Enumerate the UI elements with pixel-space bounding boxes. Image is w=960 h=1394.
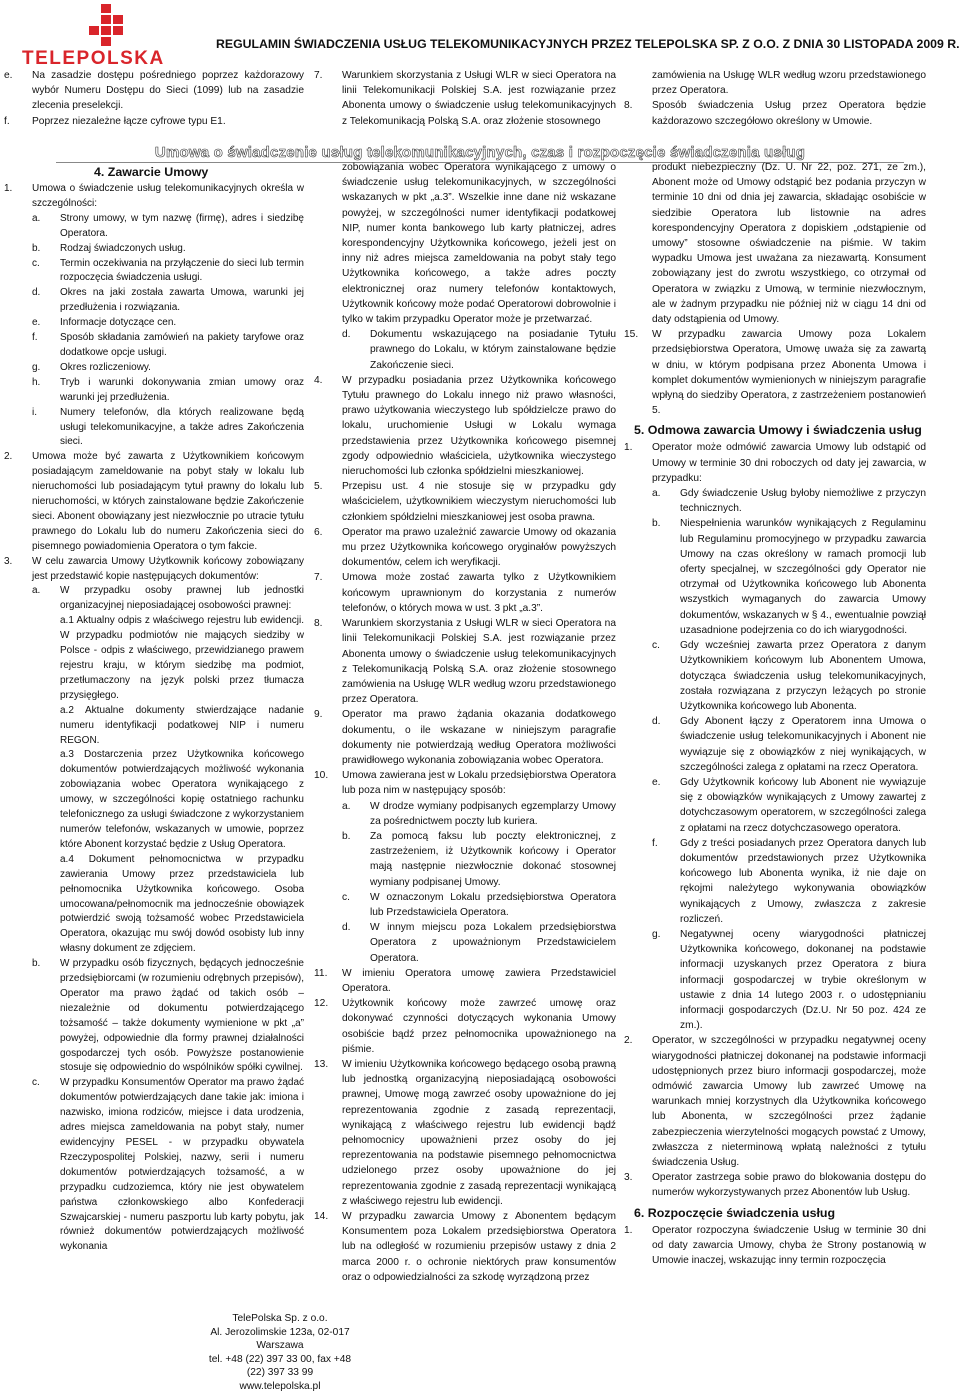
- item-text: Gdy z treści posiadanych przez Operatora danych lub dokumentów przedstawionych przez Użytkownika końcowego lub Abonenta wynika, iż nie daje on rękojmi należytego wykonywania obowiązków wynikających z Umowy, zwłaszcza z zakresie rozliczeń.: [680, 837, 926, 925]
- list-item: [314, 479, 616, 525]
- item-number: 14.: [314, 1211, 329, 1223]
- list-item: [4, 68, 304, 114]
- item-text: W przypadku zawarcia Umowy poza Lokalem przedsiębiorstwa Operatora, Umowę uważa się za zawartą w dniu, w którym podpisana przez Abonenta Umowa i komplet dokumentów wymienionych w niniejszym paragrafie wpłyną do siedziby Operatora, z zastrzeżeniem postanowień 5.: [652, 329, 926, 417]
- item-number: 7.: [314, 572, 323, 584]
- paragraph: zobowiązania wobec Operatora wynikającego z umowy o świadczenie usług telekomunikacyjnych, w szczególności wskazanych w pkt „a.3”. Wszelkie inne dane niż wskazane powyżej, w szczególności numer identyfikacji podatkowej NIP, numer konta bankowego lub karty płatniczej, adres korespondencyjny Użytkownika końcowego, jeżeli jest on inny niż adres miejsca zameldowania na pobyt stały tego Użytkownika końcowego, a także adres poczty elektronicznej oraz numery telefonów kontaktowych, Użytkownik końcowy może podać Operatorowi dobrowolnie i tylko w takim przypadku Operator może je przetwarzać.: [342, 162, 616, 326]
- item-text: Na zasadzie dostępu pośredniego poprzez każdorazowy wybór Numeru Dostępu do Sieci (1099) lub na zasadzie zlecenia preselekcji.: [32, 70, 304, 112]
- item-number: 13.: [314, 1058, 329, 1070]
- item-text: W drodze wymiany podpisanych egzemplarzy Umowy za pośrednictwem poczty lub kuriera.: [370, 800, 616, 827]
- item-number: 10.: [314, 770, 329, 782]
- footer-phones: tel. +48 (22) 397 33 00, fax +48 (22) 397 33 99: [208, 1353, 352, 1379]
- paragraph: produkt niebezpieczny (Dz. U. Nr 22, poz. 271, ze zm.), Abonent może od Umowy odstąpić bez podania przyczyn w terminie 10 dni od dnia jej zawarcia, składając osobiście w siedzibie Operatora lub listownie na adres korespondencyjny Operatora z dopiskiem „odstąpienie od umowy” stosowne oświadczenie na piśmie. W takim wypadku Umowa jest uważana za niezawartą. Konsument zobowiązany jest do zwrotu wszystkiego, co otrzymał od Operatora w związku z Umową, w terminie niezwłocznym, ale w żadnym przypadku nie później niż w ciągu 14 dni od daty odstąpienia od Umowy.: [652, 162, 926, 326]
- list-item: [4, 555, 304, 585]
- item-number: a.: [652, 488, 661, 500]
- item-text: Numery telefonów, dla których realizowane będą usługi telekomunikacyjne, a także adres Zakończenia sieci.: [60, 406, 304, 448]
- list-item: [4, 286, 304, 316]
- list-item: [314, 570, 616, 616]
- item-number: 1.: [624, 442, 633, 454]
- list-item: [314, 1057, 616, 1209]
- main-column-2: [314, 160, 616, 1285]
- item-text: W oznaczonym Lokalu przedsiębiorstwa Operatora lub Przedstawiciela Operatora.: [370, 891, 616, 918]
- top-column-1: [4, 68, 304, 129]
- item-text: W celu zawarcia Umowy Użytkownik końcowy zobowiązany jest przedstawić kopie następujących dokumentów:: [32, 555, 304, 582]
- item-number: b.: [652, 518, 661, 530]
- list-item: [4, 450, 304, 554]
- item-text: W przypadku posiadania przez Użytkownika końcowego Tytułu prawnego do Lokalu innego niż prawo własności, prawo użytkowania wieczystego lub spółdzielcze prawo do lokalu, uruchomienie Usługi w Lokalu wymaga przedstawienia przez Użytkownika końcowego pisemnej zgody odpowiednio właściciela, użytkownika wieczystego nieruchomości lub członka spółdzielni mieszkaniowej.: [342, 374, 616, 478]
- item-text: Umowa może zostać zawarta tylko z Użytkownikiem końcowym uprawnionym do korzystania z numerów telefonów, o których mowa w ust. 3 pkt „a.3”.: [342, 572, 616, 614]
- page-header: [0, 0, 960, 70]
- item-number: 15.: [624, 329, 639, 341]
- section-heading: 4. Zawarcie Umowy: [94, 165, 209, 179]
- item-text: Operator ma prawo żądania okazania dodatkowego dokumentu, o ile wskazane w niniejszym paragrafie dokumenty nie potwierdzają według Operatora możliwości prawidłowego wykonania zobowiązania wobec Operatora.: [342, 709, 616, 766]
- list-item: [4, 406, 304, 451]
- item-number: a.: [32, 212, 41, 224]
- item-number: e.: [652, 776, 661, 788]
- item-text: Termin oczekiwania na przyłączenie do sieci lub termin rozpoczęcia świadczenia usługi.: [60, 257, 304, 284]
- item-number: 9.: [314, 709, 323, 721]
- item-text: Operator, w szczególności w przypadku negatywnej oceny wiarygodności płatniczej dokonanej na podstawie informacji udostępnionych przez biuro informacji gospodarczej, może odmówić zawarcia Umowy lub zawrzeć Umowę na warunkach mniej korzystnych dla Użytkownika końcowego lub Abonenta, w szczególności przez żądanie zabezpieczenia wierzytelności mogących powstać z Umowy, zwłaszcza z nieterminową wpłatą należności z tytułu świadczenia Usług.: [652, 1035, 926, 1168]
- item-text: Warunkiem skorzystania z Usługi WLR w sieci Operatora na linii Telekomunikacji Polskiej S.A. jest rozwiązanie przez Abonenta umowy o świadczenie usług telekomunikacyjnych z Telekomunikacją Polską S.A. oraz złożenie stosownego zamówienia na Usługę WLR według wzoru przedstawionego przez Operatora.: [342, 618, 616, 706]
- list-item: [4, 376, 304, 406]
- item-text: Tryb i warunki dokonywania zmian umowy oraz warunki jej przedłużenia.: [60, 376, 304, 403]
- item-text: W imieniu Operatora umowę zawiera Przedstawiciel Operatora.: [342, 967, 616, 994]
- list-item: [314, 890, 616, 920]
- item-number: 6.: [314, 526, 323, 538]
- item-number: f.: [32, 332, 38, 344]
- list-item: [314, 920, 616, 966]
- item-number: i.: [32, 406, 37, 418]
- item-number: c.: [32, 1077, 40, 1089]
- item-number: 3.: [4, 555, 13, 567]
- section-banner: Umowa o świadczenie usług telekomunikacyjnych, czas i rozpoczęcie świadczenia usług: [154, 144, 806, 161]
- item-number: 8.: [624, 100, 633, 112]
- item-text: Okres na jaki została zawarta Umowa, warunki jej przedłużenia i rozwiązania.: [60, 287, 304, 314]
- list-item: [314, 616, 616, 707]
- section-heading: 6. Rozpoczęcie świadczenia usług: [634, 1205, 836, 1220]
- logo-grid-icon: [82, 4, 130, 48]
- item-text: Warunkiem skorzystania z Usługi WLR w sieci Operatora na linii Telekomunikacji Polskiej S.A. jest rozwiązanie przez Abonenta umowy o świadczenie usług telekomunikacyjnych z Telekomunikacją Polską S.A. oraz złożenie stosownego: [342, 70, 616, 127]
- item-text: Umowa może być zawarta z Użytkownikiem końcowym posiadającym zameldowanie na pobyt stały w lokalu lub nieruchomości lub posiadającym tytuł prawny do lokalu lub nieruchomości, w których zainstalowane będzie Zakończenie sieci. Abonent obowiązany jest niezwłocznie po utracie tytułu prawnego do Lokalu lub do numeru Zakończenia sieci do pisemnego powiadomienia Operatora o tym fakcie.: [32, 451, 304, 552]
- top-continued-text: [0, 68, 960, 132]
- item-number: a.: [32, 585, 41, 597]
- item-text: Operator ma prawo uzależnić zawarcie Umowy od okazania mu przez Użytkownika końcowego oryginałów powyższych dokumentów, celem ich weryfikacji.: [342, 526, 616, 569]
- item-text: Sposób świadczenia Usług przez Operatora będzie każdorazowo szczegółowo określony w Umowie.: [652, 100, 926, 127]
- paragraph: a.4 Dokument pełnomocnictwa w przypadku zawierania Umowy przez przedstawiciela lub pełnomocnika Użytkownika końcowego. Osoba umocowana/pełnomocnik ma jednocześnie obowiązek potwierdzić swoją tożsamość wobec Przedstawiciela Operatora, okazując mu swój dowód osobisty lub inny własny dokument ze zdjęciem.: [60, 853, 304, 955]
- item-text: Gdy Użytkownik końcowy lub Abonent nie wywiązuje się z obowiązków wynikających z Umowy zawartej z dotychczasowym operatorem, w szczególności zalega z opłatami na rzecz dotychczasowego operatora.: [680, 776, 926, 834]
- item-number: g.: [652, 928, 661, 940]
- item-number: d.: [32, 287, 41, 299]
- item-text: Sposób składania zamówień na pakiety taryfowe oraz dodatkowe opcje usługi.: [60, 332, 304, 358]
- list-item: [314, 829, 616, 890]
- item-number: b.: [32, 958, 41, 970]
- item-text: W przypadku zawarcia Umowy z Abonentem będącym Konsumentem poza Lokalem przedsiębiorstwa Operatora lub na odległość w rozumieniu przepisów ustawy z dnia 2 marca 2000 r. o ochronie niektórych praw konsumentów oraz o odpowiedzialności za szkodę wyrządzoną przez: [342, 1211, 616, 1283]
- list-item: [314, 525, 616, 571]
- item-number: b.: [342, 830, 351, 842]
- list-item: [624, 1170, 926, 1200]
- list-item: [314, 1209, 616, 1285]
- list-item: [314, 768, 616, 798]
- item-text: Okres rozliczeniowy.: [60, 361, 151, 373]
- top-column-3: [624, 68, 926, 129]
- list-item: [624, 440, 926, 486]
- item-text: Operator zastrzega sobie prawo do blokowania dostępu do numerów wykorzystywanych przez Abonentów lub Usług.: [652, 1172, 926, 1199]
- footer-website[interactable]: www.telepolska.pl: [239, 1380, 321, 1392]
- list-item: [624, 714, 926, 775]
- item-number: e.: [4, 70, 13, 81]
- footer-address: Al. Jerozolimskie 123a, 02-017 Warszawa: [210, 1326, 350, 1352]
- item-number: c.: [652, 640, 660, 652]
- list-item: zamówienia na Usługę WLR według wzoru przedstawionego przez Operatora.: [652, 70, 926, 97]
- item-text: W przypadku osób fizycznych, będących jednocześnie przedsiębiorcami (w rozumieniu odrębnych przepisów), Operator ma prawo żądać od takich osób – niezależnie od dokumentu potwierdzającego tożsamość – także dokumenty wymienione w pkt „a” powyżej, odpowiednie dla formy prawnej działalności gospodarczej tych osób. Powyższe postanowienie stosuje się odpowiednio do wspólników spółki cywilnej.: [60, 958, 304, 1074]
- list-item: [624, 486, 926, 516]
- list-item: [4, 1076, 304, 1255]
- list-item: [4, 242, 304, 257]
- item-number: 7.: [314, 70, 323, 81]
- item-text: Przepisu ust. 4 nie stosuje się w przypadku gdy właścicielem, użytkownikiem wieczystym nieruchomości lub członkiem spółdzielni mieszkaniowej jest osoba prawna.: [342, 481, 616, 523]
- item-text: Negatywnej oceny wiarygodności płatniczej Użytkownika końcowego, dokonanej na podstawie informacji uzyskanych przez Operatora z biura informacji gospodarczej w trybie określonym w ustawie z dnia 14 lutego 2003 r. o udostępnianiu informacji gospodarczych (Dz.U. Nr 50 poz. 424 ze zm.).: [680, 928, 926, 1032]
- list-item: [4, 257, 304, 287]
- list-item: [4, 584, 304, 614]
- main-column-1: [4, 160, 304, 1255]
- list-item: [624, 327, 926, 418]
- item-text: Umowa zawierana jest w Lokalu przedsiębiorstwa Operatora lub poza nim w następujący sposób:: [342, 770, 616, 797]
- item-number: 3.: [624, 1172, 633, 1184]
- paragraph: a.3 Dostarczenia przez Użytkownika końcowego dokumentów potwierdzających możliwość wykonania zobowiązania wobec Operatora wynikającego z umowy, w szczególności kopię ostatniego rachunku telefonicznego za usługi świadczone z wykorzystaniem numerów telefonów, wskazanych w umowie, poprzez które Abonent korzystać będzie z Usług Operatora.: [60, 749, 304, 850]
- item-text: Dokumentu wskazującego na posiadanie Tytułu prawnego do Lokalu, w którym zainstalowane będzie Zakończenie sieci.: [370, 329, 616, 371]
- list-item: [624, 775, 926, 836]
- list-item: [314, 373, 616, 479]
- list-item: [624, 927, 926, 1033]
- list-item: [314, 966, 616, 996]
- list-item: [4, 316, 304, 331]
- section-heading: 5. Odmowa zawarcia Umowy i świadczenia usług: [634, 423, 922, 438]
- item-text: W przypadku osoby prawnej lub jednostki organizacyjnej nieposiadającej osobowości prawnej:: [60, 585, 304, 612]
- logo-text: TELEPOLSKA: [22, 48, 165, 69]
- document-title: REGULAMIN ŚWIADCZENIA USŁUG TELEKOMUNIKACYJNYCH PRZEZ TELEPOLSKA SP. Z O.O. Z DNIA 30 LISTOPADA 2009 R.: [216, 37, 960, 51]
- item-text: Informacje dotyczące cen.: [60, 317, 177, 329]
- list-item: [314, 707, 616, 768]
- main-column-3: [624, 160, 926, 1268]
- footer-company: TelePolska Sp. z o.o.: [232, 1313, 328, 1324]
- item-number: d.: [342, 329, 351, 341]
- item-number: 2.: [4, 451, 13, 463]
- item-text: Operator rozpoczyna świadczenie Usług w terminie 30 dni od daty zawarcia Umowy, chyba że Strony postanowią w Umowie inaczej, wskazując inny termin rozpoczęcia: [652, 1224, 926, 1267]
- item-number: c.: [32, 257, 40, 269]
- item-text: Gdy Abonent łączy z Operatorem inna Umowa o świadczenie usług telekomunikacyjnych i Abonent nie wywiązuje się z obowiązków z niej wynikających, w szczególności zalega z opłatami na rzecz Operatora.: [680, 716, 926, 773]
- item-number: g.: [32, 361, 41, 373]
- item-number: d.: [652, 716, 661, 728]
- item-text: W innym miejscu poza Lokalem przedsiębiorstwa Operatora z upoważnionym Przedstawicielem Operatora.: [370, 922, 616, 964]
- item-number: b.: [32, 242, 41, 254]
- list-item: [4, 361, 304, 376]
- item-text: Poprzez niezależne łącze cyfrowe typu E1.: [32, 115, 226, 127]
- list-item: [624, 1223, 926, 1269]
- item-number: 1.: [4, 183, 13, 194]
- item-number: h.: [32, 376, 41, 388]
- telepolska-logo: [22, 4, 172, 68]
- list-item: [314, 327, 616, 373]
- item-number: 4.: [314, 374, 323, 386]
- item-number: c.: [342, 891, 350, 903]
- item-number: a.: [342, 800, 351, 812]
- item-text: Niespełnienia warunków wynikających z Regulaminu lub Regulaminu promocyjnego w przypadku zawarcia Umowy na czas określony w ramach promocji lub oferty specjalnej, w szczególności gdy Operator nie otrzymał od Użytkownika końcowego lub Abonenta wszystkich wymaganych do zawarcia Umowy dokumentów, wskazanych w § 4., ewentualnie powziął uzasadnione podejrzenia co do ich wiarygodności.: [680, 518, 926, 636]
- item-text: Gdy wcześniej zawarta przez Operatora z danym Użytkownikiem końcowym lub Abonentem Umowa, dotycząca świadczenia usług telekomunikacyjnych, została rozwiązana z przyczyn leżących po stronie Użytkownika końcowego lub Abonenta.: [680, 640, 926, 712]
- paragraph: a.1 Aktualny odpis z właściwego rejestru lub ewidencji. W przypadku podmiotów nie mających siedziby w Polsce - odpis z właściwego, przewidzianego prawem rejestru kraju, w którym siedzibę ma podmiot, przetłumaczony na język polski przez tłumacza przysięgłego.: [60, 615, 304, 701]
- list-item: [314, 799, 616, 829]
- list-item: [4, 957, 304, 1076]
- item-number: 8.: [314, 618, 323, 630]
- list-item: [314, 996, 616, 1057]
- list-item: [4, 331, 304, 361]
- list-item: [4, 182, 304, 212]
- list-item: [624, 516, 926, 638]
- item-text: Gdy świadczenie Usług byłoby niemożliwe z przyczyn technicznych.: [680, 488, 926, 515]
- item-text: Operator może odmówić zawarcia Umowy lub odstąpić od Umowy w terminie 30 dni roboczych od daty jej zawarcia, w przypadku:: [652, 442, 926, 484]
- list-item: [4, 114, 304, 129]
- item-number: 11.: [314, 967, 328, 979]
- item-number: 12.: [314, 998, 329, 1010]
- list-item: [314, 68, 616, 129]
- item-number: f.: [652, 837, 658, 849]
- list-item: [624, 98, 926, 128]
- item-text: Za pomocą faksu lub poczty elektronicznej, z zastrzeżeniem, iż Użytkownik końcowy i Operator mają następnie niezwłocznie dokonać stosownej wymiany podpisanej Umowy.: [370, 830, 616, 888]
- company-footer: [200, 1312, 360, 1394]
- item-number: 1.: [624, 1224, 633, 1236]
- item-number: 5.: [314, 481, 323, 493]
- item-text: Rodzaj świadczonych usług.: [60, 242, 186, 254]
- item-text: Użytkownik końcowy może zawrzeć umowę oraz dokonywać czynności dotyczących wykonania Umowy osobiście bądź przez pełnomocnika upoważnionego na piśmie.: [342, 998, 616, 1055]
- item-text: W imieniu Użytkownika końcowego będącego osobą prawną lub jednostką organizacyjną nieposiadającą osobowości prawnej, Umowę mogą zawrzeć osoby upoważnione do jej reprezentowania zgodnie z zasadą reprezentacji, wynikającą z właściwego rejestru lub ewidencji bądź pełnomocnicy upoważnieni przez osoby do jej reprezentowania na podstawie pisemnego pełnomocnictwa udzielonego przez osoby upoważnione do jej reprezentowania zgodnie z zasadą reprezentacji wynikającą z właściwego rejestru lub ewidencji.: [342, 1058, 616, 1207]
- item-text: W przypadku Konsumentów Operator ma prawo żądać dokumentów potwierdzających dane takie jak: imiona i nazwisko, imiona rodziców, miejsce i data urodzenia, adres miejsca zameldowania na pobyt stały, numer ewidencyjny PESEL - w przypadku obywatela Rzeczypospolitej Polskiej, nazwy, serii i numeru dokumentów potwierdzających tożsamość, a w przypadku cudzoziemca, który nie jest obywatelem państwa członkowskiego albo Konfederacji Szwajcarskiej - numeru paszportu lub karty pobytu, jak również dokumentów potwierdzających możliwość wykonania: [60, 1077, 304, 1253]
- list-item: [624, 836, 926, 927]
- item-number: 2.: [624, 1035, 633, 1047]
- item-text: Strony umowy, w tym nazwę (firmę), adres i siedzibę Operatora.: [60, 212, 304, 239]
- item-number: f.: [4, 115, 10, 127]
- list-item: [4, 212, 304, 242]
- item-text: Umowa o świadczenie usług telekomunikacyjnych określa w szczególności:: [32, 183, 304, 209]
- list-item: [624, 638, 926, 714]
- paragraph: a.2 Aktualne dokumenty stwierdzające nadanie numeru identyfikacji podatkowej NIP i numeru REGON.: [60, 704, 304, 746]
- item-number: d.: [342, 922, 351, 934]
- list-item: [624, 1033, 926, 1170]
- top-column-2: [314, 68, 616, 129]
- item-number: e.: [32, 317, 41, 329]
